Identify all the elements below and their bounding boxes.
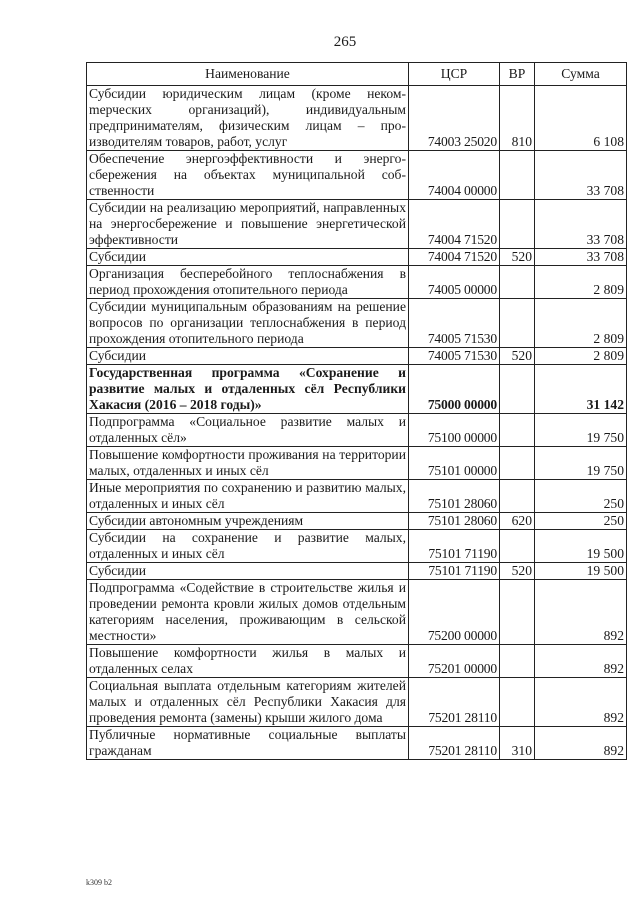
table-row bbox=[87, 414, 627, 447]
row-csr: 74004 00000 bbox=[409, 151, 500, 200]
row-name: Подпрограмма «Содействие в строительстве жилья и проведении ремонта кровли жилых домов отдельным категориям населения, проживающим в сельской местности» bbox=[87, 580, 409, 645]
table-row bbox=[87, 727, 627, 760]
row-name: Организация бесперебойного теплоснабжения в период прохождения отопительного периода bbox=[87, 266, 409, 299]
table-row bbox=[87, 678, 627, 727]
row-csr: 75201 00000 bbox=[409, 645, 500, 678]
row-name: Субсидии автономным учреждениям bbox=[87, 513, 409, 530]
row-name: Субсидии юридическим лицам (кроме некомmерческих организаций), индивидуальным предпринимателям, физическим лицам – производителям товаров, работ, услуг bbox=[87, 86, 409, 151]
row-vr bbox=[500, 480, 535, 513]
row-name: Субсидии муниципальным образованиям на решение вопросов по организации теплоснабжения в период прохождения отопительного периода bbox=[87, 299, 409, 348]
header-vr: ВР bbox=[500, 63, 535, 86]
row-sum: 19 500 bbox=[535, 530, 627, 563]
table-row bbox=[87, 480, 627, 513]
table-row bbox=[87, 645, 627, 678]
row-name: Субсидии bbox=[87, 249, 409, 266]
row-csr: 75200 00000 bbox=[409, 580, 500, 645]
row-name: Обеспечение энергоэффективности и энергосбережения на объектах муниципальной собственности bbox=[87, 151, 409, 200]
row-sum: 19 750 bbox=[535, 447, 627, 480]
row-vr bbox=[500, 151, 535, 200]
row-vr bbox=[500, 200, 535, 249]
row-vr bbox=[500, 365, 535, 414]
footer-code: k309 b2 bbox=[86, 878, 112, 887]
budget-table bbox=[86, 62, 627, 760]
row-name: Субсидии bbox=[87, 563, 409, 580]
row-name: Государственная программа «Сохранение и развитие малых и отдаленных сёл Республики Хакасия (2016 – 2018 годы)» bbox=[87, 365, 409, 414]
table-row bbox=[87, 151, 627, 200]
row-sum: 250 bbox=[535, 513, 627, 530]
row-sum: 33 708 bbox=[535, 249, 627, 266]
table-row bbox=[87, 266, 627, 299]
row-sum: 33 708 bbox=[535, 151, 627, 200]
row-name: Социальная выплата отдельным категориям жителей малых и отдаленных сёл Республики Хакасия для проведения ремонта (замены) крыши жилого дома bbox=[87, 678, 409, 727]
row-csr: 74003 25020 bbox=[409, 86, 500, 151]
row-sum: 6 108 bbox=[535, 86, 627, 151]
row-name: Субсидии bbox=[87, 348, 409, 365]
row-sum: 892 bbox=[535, 580, 627, 645]
row-name: Повышение комфортности жилья в малых и отдаленных селах bbox=[87, 645, 409, 678]
table-row bbox=[87, 200, 627, 249]
row-csr: 74004 71520 bbox=[409, 249, 500, 266]
row-vr bbox=[500, 530, 535, 563]
row-vr bbox=[500, 299, 535, 348]
row-sum: 892 bbox=[535, 727, 627, 760]
row-csr: 75101 71190 bbox=[409, 530, 500, 563]
table-row bbox=[87, 365, 627, 414]
row-vr bbox=[500, 447, 535, 480]
row-name: Субсидии на сохранение и развитие малых, отдаленных и иных сёл bbox=[87, 530, 409, 563]
row-csr: 75100 00000 bbox=[409, 414, 500, 447]
row-name: Повышение комфортности проживания на территории малых, отдаленных и иных сёл bbox=[87, 447, 409, 480]
row-sum: 33 708 bbox=[535, 200, 627, 249]
table-body bbox=[87, 86, 627, 760]
row-name: Публичные нормативные социальные выплаты гражданам bbox=[87, 727, 409, 760]
header-name: Наименование bbox=[87, 63, 409, 86]
row-sum: 19 500 bbox=[535, 563, 627, 580]
table-header-row bbox=[87, 63, 627, 86]
header-sum: Сумма bbox=[535, 63, 627, 86]
row-sum: 250 bbox=[535, 480, 627, 513]
table-row bbox=[87, 299, 627, 348]
table-row bbox=[87, 513, 627, 530]
row-vr bbox=[500, 580, 535, 645]
row-csr: 74005 71530 bbox=[409, 348, 500, 365]
header-csr: ЦСР bbox=[409, 63, 500, 86]
row-vr bbox=[500, 414, 535, 447]
row-sum: 892 bbox=[535, 645, 627, 678]
row-vr: 520 bbox=[500, 563, 535, 580]
row-name: Иные мероприятия по сохранению и развитию малых, отдаленных и иных сёл bbox=[87, 480, 409, 513]
table-row bbox=[87, 563, 627, 580]
table-row bbox=[87, 348, 627, 365]
page-number: 265 bbox=[333, 34, 357, 50]
row-vr: 310 bbox=[500, 727, 535, 760]
row-vr: 520 bbox=[500, 348, 535, 365]
row-name: Субсидии на реализацию мероприятий, направленных на энергосбережение и повышение энергетической эффективности bbox=[87, 200, 409, 249]
row-vr: 620 bbox=[500, 513, 535, 530]
table-row bbox=[87, 447, 627, 480]
row-csr: 74005 71530 bbox=[409, 299, 500, 348]
row-csr: 75000 00000 bbox=[409, 365, 500, 414]
row-sum: 2 809 bbox=[535, 266, 627, 299]
row-csr: 75201 28110 bbox=[409, 727, 500, 760]
row-csr: 75101 00000 bbox=[409, 447, 500, 480]
row-vr: 810 bbox=[500, 86, 535, 151]
row-csr: 74005 00000 bbox=[409, 266, 500, 299]
row-csr: 75201 28110 bbox=[409, 678, 500, 727]
row-csr: 74004 71520 bbox=[409, 200, 500, 249]
row-vr bbox=[500, 678, 535, 727]
row-csr: 75101 28060 bbox=[409, 480, 500, 513]
row-sum: 2 809 bbox=[535, 299, 627, 348]
row-name: Подпрограмма «Социальное развитие малых и отдаленных сёл» bbox=[87, 414, 409, 447]
table-row bbox=[87, 86, 627, 151]
table-row bbox=[87, 530, 627, 563]
row-vr: 520 bbox=[500, 249, 535, 266]
row-vr bbox=[500, 266, 535, 299]
table-row bbox=[87, 249, 627, 266]
row-vr bbox=[500, 645, 535, 678]
row-csr: 75101 71190 bbox=[409, 563, 500, 580]
row-sum: 892 bbox=[535, 678, 627, 727]
row-sum: 2 809 bbox=[535, 348, 627, 365]
row-sum: 19 750 bbox=[535, 414, 627, 447]
row-sum: 31 142 bbox=[535, 365, 627, 414]
row-csr: 75101 28060 bbox=[409, 513, 500, 530]
table-row bbox=[87, 580, 627, 645]
